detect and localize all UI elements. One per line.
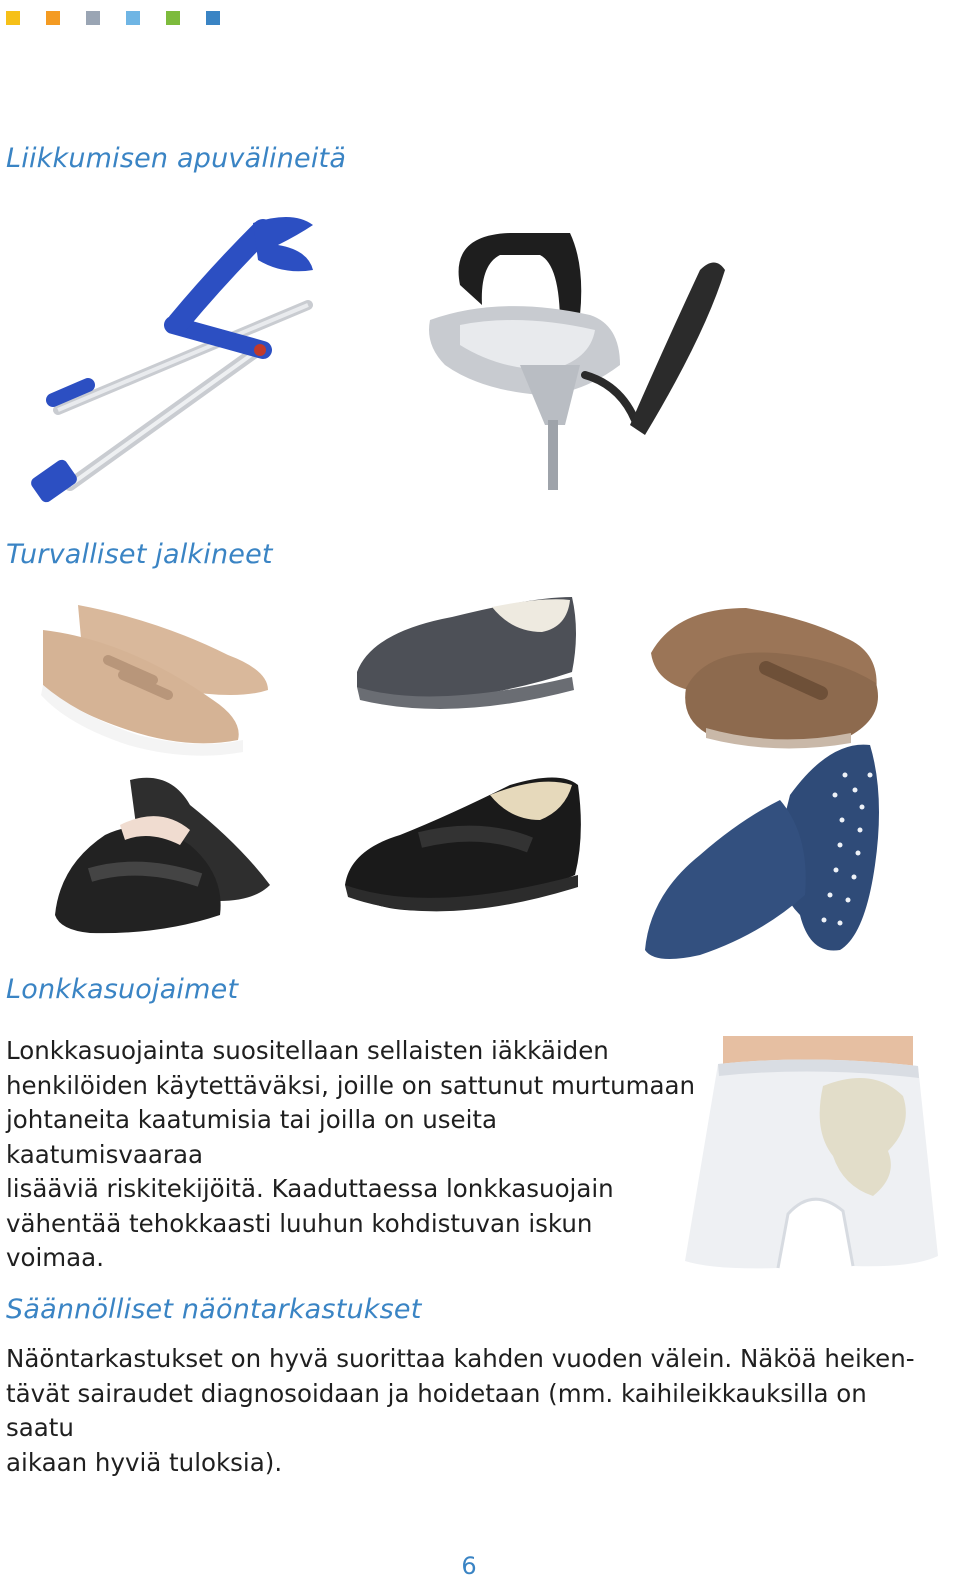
text-line: Näöntarkastukset on hyvä suorittaa kahden vuoden välein. Näköä heiken- bbox=[6, 1344, 915, 1373]
text-line: lisääviä riskitekijöitä. Kaaduttaessa lonkkasuojain bbox=[6, 1174, 614, 1203]
crutch-image bbox=[28, 205, 328, 510]
text-line: tävät sairaudet diagnosoidaan ja hoidetaan (mm. kaihileikkauksilla on saatu bbox=[6, 1378, 867, 1442]
walking-aid-image bbox=[420, 225, 740, 495]
color-square bbox=[6, 11, 20, 25]
color-squares bbox=[6, 11, 220, 25]
eye-exams-paragraph bbox=[6, 1342, 936, 1480]
color-square bbox=[126, 11, 140, 25]
hip-protectors-paragraph bbox=[6, 1034, 696, 1276]
color-square bbox=[166, 11, 180, 25]
hip-protector-image bbox=[683, 1036, 939, 1276]
color-square bbox=[86, 11, 100, 25]
shoe-image-brown-shoes bbox=[646, 598, 886, 750]
shoe-image-blue-socks bbox=[640, 735, 890, 965]
text-line: Lonkkasuojainta suositellaan sellaisten iäkkäiden bbox=[6, 1036, 609, 1065]
text-line: vähentää tehokkaasti luuhun kohdistuvan iskun bbox=[6, 1208, 593, 1238]
shoe-image-beige-sneakers bbox=[38, 600, 273, 760]
text-line: aikaan hyviä tuloksia). bbox=[6, 1447, 283, 1477]
text-line: johtaneita kaatumisia tai joilla on useita kaatumisvaaraa bbox=[6, 1105, 498, 1169]
text-line: voimaa. bbox=[6, 1243, 104, 1272]
section-heading-footwear: Turvalliset jalkineet bbox=[6, 539, 273, 570]
text-line: henkilöiden käytettäväksi, joille on sattunut murtumaan bbox=[6, 1070, 696, 1100]
section-heading-eye-exams: Säännölliset näöntarkastukset bbox=[6, 1294, 422, 1325]
shoe-image-black-leather bbox=[340, 765, 585, 920]
color-square bbox=[206, 11, 220, 25]
shoe-image-black-suede bbox=[50, 765, 275, 935]
shoe-image-grey-slipper bbox=[352, 592, 580, 722]
page-number: 6 bbox=[461, 1552, 477, 1580]
section-heading-mobility: Liikkumisen apuvälineitä bbox=[6, 143, 347, 174]
section-heading-hip-protectors: Lonkkasuojaimet bbox=[6, 974, 239, 1005]
color-square bbox=[46, 11, 60, 25]
